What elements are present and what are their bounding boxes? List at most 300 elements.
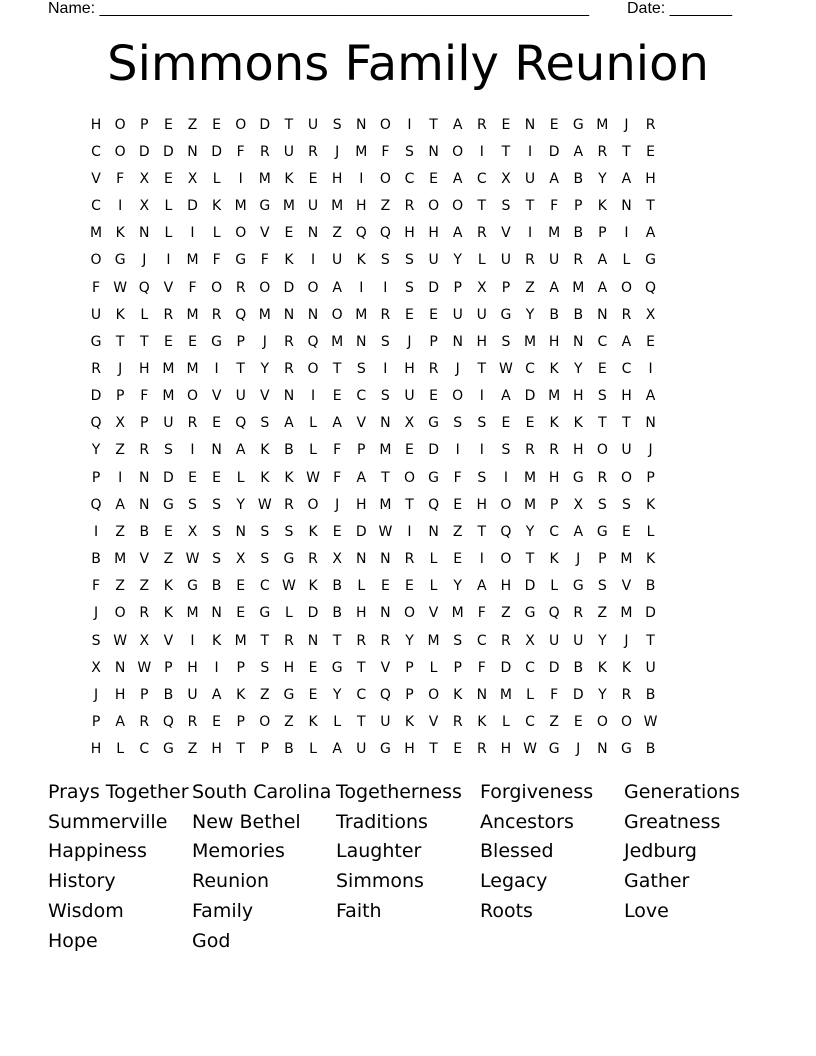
- grid-letter: U: [476, 306, 487, 323]
- grid-letter: N: [380, 605, 391, 622]
- grid-letter: G: [645, 252, 656, 269]
- grid-letter: P: [260, 741, 270, 758]
- grid-letter: I: [118, 469, 123, 486]
- grid-letter: I: [190, 442, 195, 459]
- grid-letter: V: [380, 659, 391, 676]
- grid-letter: C: [404, 170, 415, 187]
- grid-letter: O: [259, 279, 271, 296]
- grid-letter: E: [453, 551, 463, 568]
- grid-letter: B: [332, 605, 342, 622]
- grid-letter: I: [407, 523, 412, 540]
- grid-letter: O: [620, 469, 632, 486]
- grid-letter: Y: [573, 360, 583, 377]
- grid-letter: F: [333, 469, 342, 486]
- grid-letter: L: [285, 605, 293, 622]
- grid-letter: K: [477, 714, 487, 731]
- grid-letter: C: [525, 714, 535, 731]
- grid-letter: U: [549, 252, 560, 269]
- grid-letter: N: [428, 143, 439, 160]
- grid-letter: I: [214, 659, 219, 676]
- grid-letter: K: [260, 469, 270, 486]
- grid-letter: T: [381, 469, 390, 486]
- word-list-item: South Carolina: [192, 780, 332, 803]
- grid-letter: Q: [90, 415, 102, 432]
- grid-letter: S: [212, 551, 222, 568]
- grid-letter: Y: [405, 632, 414, 649]
- grid-letter: W: [257, 496, 272, 513]
- grid-letter: Z: [380, 198, 391, 215]
- grid-letter: I: [190, 632, 195, 649]
- grid-letter: Z: [115, 578, 125, 595]
- grid-letter: K: [404, 714, 415, 731]
- grid-letter: T: [622, 415, 631, 432]
- grid-letter: H: [90, 741, 102, 758]
- grid-letter: R: [259, 143, 270, 160]
- grid-letter: J: [93, 686, 99, 703]
- grid-letter: H: [428, 225, 439, 242]
- grid-letter: R: [404, 198, 415, 215]
- grid-row: [84, 437, 663, 464]
- grid-letter: L: [309, 741, 317, 758]
- grid-letter: T: [598, 415, 607, 432]
- grid-letter: S: [356, 360, 366, 377]
- grid-letter: O: [114, 605, 126, 622]
- grid-letter: P: [501, 279, 511, 296]
- grid-letter: S: [453, 415, 463, 432]
- grid-letter: T: [477, 360, 487, 377]
- grid-letter: I: [503, 469, 508, 486]
- grid-letter: G: [428, 415, 440, 432]
- grid-letter: T: [139, 333, 149, 350]
- grid-letter: E: [453, 496, 463, 513]
- grid-letter: H: [500, 741, 512, 758]
- grid-letter: O: [379, 116, 391, 133]
- grid-letter: J: [335, 496, 340, 513]
- grid-letter: U: [524, 170, 536, 187]
- grid-letter: T: [115, 333, 125, 350]
- grid-letter: J: [118, 360, 123, 377]
- grid-letter: E: [284, 225, 294, 242]
- grid-letter: M: [162, 360, 175, 377]
- grid-letter: Z: [284, 714, 294, 731]
- grid-letter: C: [356, 686, 367, 703]
- grid-letter: R: [356, 632, 367, 649]
- grid-letter: P: [236, 333, 245, 350]
- grid-letter: D: [428, 442, 439, 459]
- grid-row: [84, 627, 663, 654]
- grid-letter: B: [211, 578, 222, 595]
- word-list-item: Hope: [48, 929, 98, 952]
- grid-letter: L: [550, 578, 559, 595]
- grid-letter: C: [621, 360, 632, 377]
- grid-letter: M: [523, 496, 537, 513]
- grid-letter: I: [166, 252, 171, 269]
- grid-letter: P: [91, 469, 101, 486]
- grid-letter: G: [187, 578, 198, 595]
- grid-letter: S: [212, 523, 222, 540]
- grid-letter: K: [236, 686, 246, 703]
- word-list-item: Love: [624, 900, 669, 923]
- grid-letter: U: [356, 741, 367, 758]
- grid-letter: K: [356, 252, 366, 269]
- grid-letter: B: [284, 741, 294, 758]
- grid-letter: G: [259, 198, 271, 215]
- grid-letter: I: [479, 388, 484, 405]
- grid-letter: E: [429, 170, 439, 187]
- grid-letter: Z: [332, 225, 342, 242]
- word-list-item: Simmons: [336, 870, 424, 893]
- grid-letter: P: [236, 659, 245, 676]
- grid-letter: J: [335, 143, 340, 160]
- grid-letter: W: [523, 741, 537, 758]
- grid-letter: S: [405, 143, 414, 160]
- grid-letter: Y: [598, 170, 607, 187]
- grid-letter: K: [621, 659, 632, 676]
- grid-letter: R: [380, 632, 391, 649]
- grid-letter: D: [138, 143, 150, 160]
- grid-row: [84, 165, 663, 192]
- grid-letter: S: [622, 496, 631, 513]
- grid-letter: I: [190, 225, 195, 242]
- grid-letter: E: [163, 116, 173, 133]
- grid-letter: O: [620, 714, 632, 731]
- grid-letter: K: [163, 578, 173, 595]
- word-list-item: Gather: [624, 870, 690, 893]
- grid-letter: X: [187, 170, 198, 187]
- grid-letter: Q: [428, 496, 440, 513]
- grid-letter: R: [163, 306, 174, 323]
- grid-letter: Z: [187, 741, 198, 758]
- grid-letter: D: [307, 605, 319, 622]
- grid-letter: Q: [162, 714, 174, 731]
- grid-letter: L: [212, 170, 221, 187]
- word-list-row: [48, 926, 788, 956]
- grid-letter: Y: [525, 306, 535, 323]
- grid-letter: R: [404, 551, 415, 568]
- grid-letter: K: [549, 415, 559, 432]
- grid-letter: H: [572, 388, 584, 405]
- name-field-label: Name: _______________________________________________________: [48, 0, 589, 17]
- grid-letter: B: [332, 578, 342, 595]
- word-list-item: Summerville: [48, 810, 168, 833]
- grid-letter: M: [548, 388, 561, 405]
- grid-letter: M: [451, 605, 464, 622]
- grid-letter: L: [477, 252, 486, 269]
- grid-letter: R: [476, 116, 487, 133]
- grid-letter: N: [428, 523, 439, 540]
- grid-letter: O: [379, 170, 391, 187]
- grid-letter: Z: [501, 605, 511, 622]
- grid-letter: E: [405, 578, 414, 595]
- grid-letter: G: [524, 605, 536, 622]
- grid-letter: Y: [453, 578, 462, 595]
- grid-letter: A: [573, 143, 584, 160]
- grid-letter: O: [114, 116, 126, 133]
- grid-letter: N: [283, 388, 295, 405]
- grid-letter: U: [621, 442, 632, 459]
- grid-letter: D: [645, 605, 656, 622]
- grid-letter: C: [549, 523, 560, 540]
- grid-letter: C: [259, 578, 270, 595]
- grid-letter: W: [185, 551, 200, 568]
- grid-letter: Q: [235, 415, 247, 432]
- grid-letter: S: [260, 659, 270, 676]
- grid-letter: X: [645, 306, 656, 323]
- grid-letter: S: [501, 333, 511, 350]
- grid-letter: W: [306, 469, 320, 486]
- grid-letter: H: [404, 741, 415, 758]
- grid-letter: U: [235, 388, 246, 405]
- grid-letter: L: [333, 714, 342, 731]
- grid-letter: M: [186, 605, 199, 622]
- grid-letter: M: [90, 225, 103, 242]
- grid-letter: O: [114, 143, 126, 160]
- grid-letter: U: [549, 632, 560, 649]
- grid-letter: L: [116, 741, 125, 758]
- grid-letter: B: [573, 170, 584, 187]
- grid-letter: J: [407, 333, 412, 350]
- grid-letter: S: [91, 632, 101, 649]
- grid-letter: T: [646, 632, 655, 649]
- grid-letter: R: [621, 306, 632, 323]
- grid-letter: Y: [598, 632, 607, 649]
- grid-letter: Z: [187, 116, 198, 133]
- grid-letter: N: [283, 306, 295, 323]
- grid-letter: P: [91, 714, 101, 731]
- grid-letter: X: [235, 551, 246, 568]
- grid-letter: V: [428, 605, 439, 622]
- grid-letter: G: [235, 252, 247, 269]
- grid-letter: S: [188, 496, 197, 513]
- grid-letter: X: [501, 170, 511, 187]
- grid-letter: E: [188, 469, 197, 486]
- grid-letter: O: [500, 496, 512, 513]
- word-list-item: Memories: [192, 840, 285, 863]
- grid-letter: N: [380, 415, 391, 432]
- grid-letter: K: [597, 659, 607, 676]
- grid-letter: X: [573, 496, 584, 513]
- grid-letter: M: [620, 551, 633, 568]
- grid-letter: H: [355, 198, 367, 215]
- grid-letter: Y: [236, 496, 245, 513]
- grid-letter: H: [187, 659, 198, 676]
- grid-letter: S: [477, 415, 487, 432]
- grid-letter: K: [284, 252, 294, 269]
- grid-letter: K: [212, 198, 222, 215]
- grid-letter: Q: [379, 225, 391, 242]
- grid-letter: I: [455, 442, 460, 459]
- grid-letter: R: [452, 714, 463, 731]
- grid-letter: O: [596, 714, 608, 731]
- grid-letter: S: [380, 388, 390, 405]
- grid-letter: O: [428, 198, 440, 215]
- grid-letter: E: [332, 388, 342, 405]
- grid-letter: A: [452, 225, 463, 242]
- grid-letter: E: [163, 170, 173, 187]
- grid-letter: I: [359, 170, 364, 187]
- grid-letter: D: [259, 116, 271, 133]
- grid-letter: W: [282, 578, 296, 595]
- grid-letter: W: [137, 659, 152, 676]
- grid-letter: M: [186, 252, 199, 269]
- grid-letter: A: [621, 333, 632, 350]
- grid-letter: M: [572, 279, 585, 296]
- grid-letter: S: [501, 442, 511, 459]
- grid-letter: A: [452, 116, 463, 133]
- grid-letter: H: [548, 469, 560, 486]
- grid-letter: O: [403, 469, 415, 486]
- grid-letter: T: [236, 741, 245, 758]
- grid-letter: O: [186, 388, 198, 405]
- word-list-row: [48, 866, 788, 896]
- grid-letter: S: [597, 388, 607, 405]
- grid-row: [84, 518, 663, 545]
- word-list-row: [48, 807, 788, 837]
- grid-letter: C: [525, 659, 535, 676]
- grid-letter: B: [549, 306, 559, 323]
- grid-letter: S: [501, 198, 511, 215]
- grid-letter: U: [380, 714, 391, 731]
- grid-letter: D: [500, 659, 512, 676]
- grid-letter: E: [646, 333, 655, 350]
- grid-row: [84, 301, 663, 328]
- grid-letter: E: [188, 333, 197, 350]
- grid-row: [84, 410, 663, 437]
- grid-letter: P: [646, 469, 655, 486]
- grid-letter: N: [621, 198, 632, 215]
- grid-letter: D: [428, 279, 439, 296]
- grid-letter: A: [332, 279, 342, 296]
- grid-letter: P: [357, 442, 366, 459]
- grid-letter: A: [645, 388, 656, 405]
- grid-letter: R: [573, 252, 584, 269]
- grid-letter: U: [307, 198, 319, 215]
- grid-letter: V: [428, 714, 439, 731]
- grid-letter: S: [260, 415, 270, 432]
- grid-letter: I: [527, 143, 533, 160]
- grid-letter: E: [429, 306, 439, 323]
- grid-letter: N: [139, 469, 150, 486]
- grid-letter: P: [236, 714, 245, 731]
- grid-letter: C: [356, 388, 367, 405]
- grid-letter: U: [283, 143, 295, 160]
- grid-letter: V: [621, 578, 632, 595]
- grid-letter: N: [307, 306, 319, 323]
- grid-letter: E: [163, 333, 173, 350]
- grid-letter: C: [476, 632, 487, 649]
- grid-letter: E: [525, 415, 535, 432]
- grid-letter: K: [597, 198, 607, 215]
- grid-letter: U: [163, 415, 174, 432]
- grid-letter: A: [332, 415, 342, 432]
- grid-letter: C: [525, 360, 535, 377]
- grid-letter: S: [380, 333, 390, 350]
- grid-letter: S: [477, 469, 487, 486]
- grid-letter: H: [404, 360, 415, 377]
- grid-letter: J: [648, 442, 653, 459]
- grid-letter: N: [645, 415, 656, 432]
- grid-letter: C: [91, 198, 101, 215]
- grid-letter: D: [548, 143, 560, 160]
- grid-letter: E: [308, 659, 318, 676]
- grid-letter: O: [500, 551, 512, 568]
- grid-letter: M: [379, 442, 392, 459]
- grid-letter: G: [500, 306, 512, 323]
- grid-letter: G: [114, 252, 126, 269]
- grid-letter: Z: [115, 523, 125, 540]
- grid-row: [84, 111, 663, 138]
- grid-letter: O: [211, 279, 223, 296]
- grid-letter: T: [429, 116, 438, 133]
- grid-letter: J: [142, 252, 147, 269]
- grid-row: [84, 681, 663, 708]
- grid-letter: Q: [235, 306, 247, 323]
- grid-row: [84, 464, 663, 491]
- grid-letter: N: [211, 605, 222, 622]
- grid-letter: U: [90, 306, 102, 323]
- grid-letter: R: [91, 360, 101, 377]
- grid-letter: N: [139, 496, 150, 513]
- grid-letter: O: [259, 714, 271, 731]
- grid-letter: O: [235, 225, 247, 242]
- grid-letter: M: [331, 198, 344, 215]
- grid-letter: A: [477, 578, 487, 595]
- grid-letter: D: [548, 659, 560, 676]
- grid-letter: N: [187, 143, 198, 160]
- grid-letter: K: [549, 360, 559, 377]
- grid-letter: S: [212, 496, 222, 513]
- grid-letter: T: [405, 496, 414, 513]
- grid-letter: Z: [549, 714, 559, 731]
- grid-letter: X: [477, 279, 487, 296]
- grid-letter: G: [90, 333, 102, 350]
- grid-letter: V: [501, 225, 511, 242]
- grid-letter: J: [576, 741, 581, 758]
- grid-row: [84, 355, 663, 382]
- grid-letter: H: [90, 116, 102, 133]
- grid-letter: M: [186, 306, 199, 323]
- grid-letter: P: [115, 388, 125, 405]
- grid-letter: M: [620, 605, 633, 622]
- grid-letter: K: [549, 551, 559, 568]
- grid-letter: I: [238, 170, 243, 187]
- grid-letter: G: [548, 741, 560, 758]
- grid-row: [84, 138, 663, 165]
- grid-letter: D: [162, 469, 174, 486]
- grid-letter: Q: [548, 605, 560, 622]
- word-list-item: Forgiveness: [480, 780, 594, 803]
- grid-letter: V: [139, 551, 150, 568]
- grid-letter: L: [309, 442, 317, 459]
- grid-letter: T: [284, 116, 294, 133]
- grid-letter: S: [405, 252, 414, 269]
- grid-letter: X: [404, 415, 415, 432]
- grid-letter: B: [573, 659, 584, 676]
- word-list-item: Ancestors: [480, 810, 574, 833]
- grid-letter: N: [114, 659, 126, 676]
- grid-letter: E: [501, 116, 511, 133]
- grid-letter: O: [307, 279, 319, 296]
- grid-letter: L: [429, 659, 438, 676]
- grid-letter: L: [212, 225, 221, 242]
- grid-row: [84, 654, 663, 681]
- grid-letter: I: [479, 551, 484, 568]
- grid-letter: R: [549, 442, 559, 459]
- grid-letter: X: [139, 170, 150, 187]
- grid-row: [84, 328, 663, 355]
- grid-letter: U: [332, 252, 343, 269]
- grid-letter: F: [92, 578, 101, 595]
